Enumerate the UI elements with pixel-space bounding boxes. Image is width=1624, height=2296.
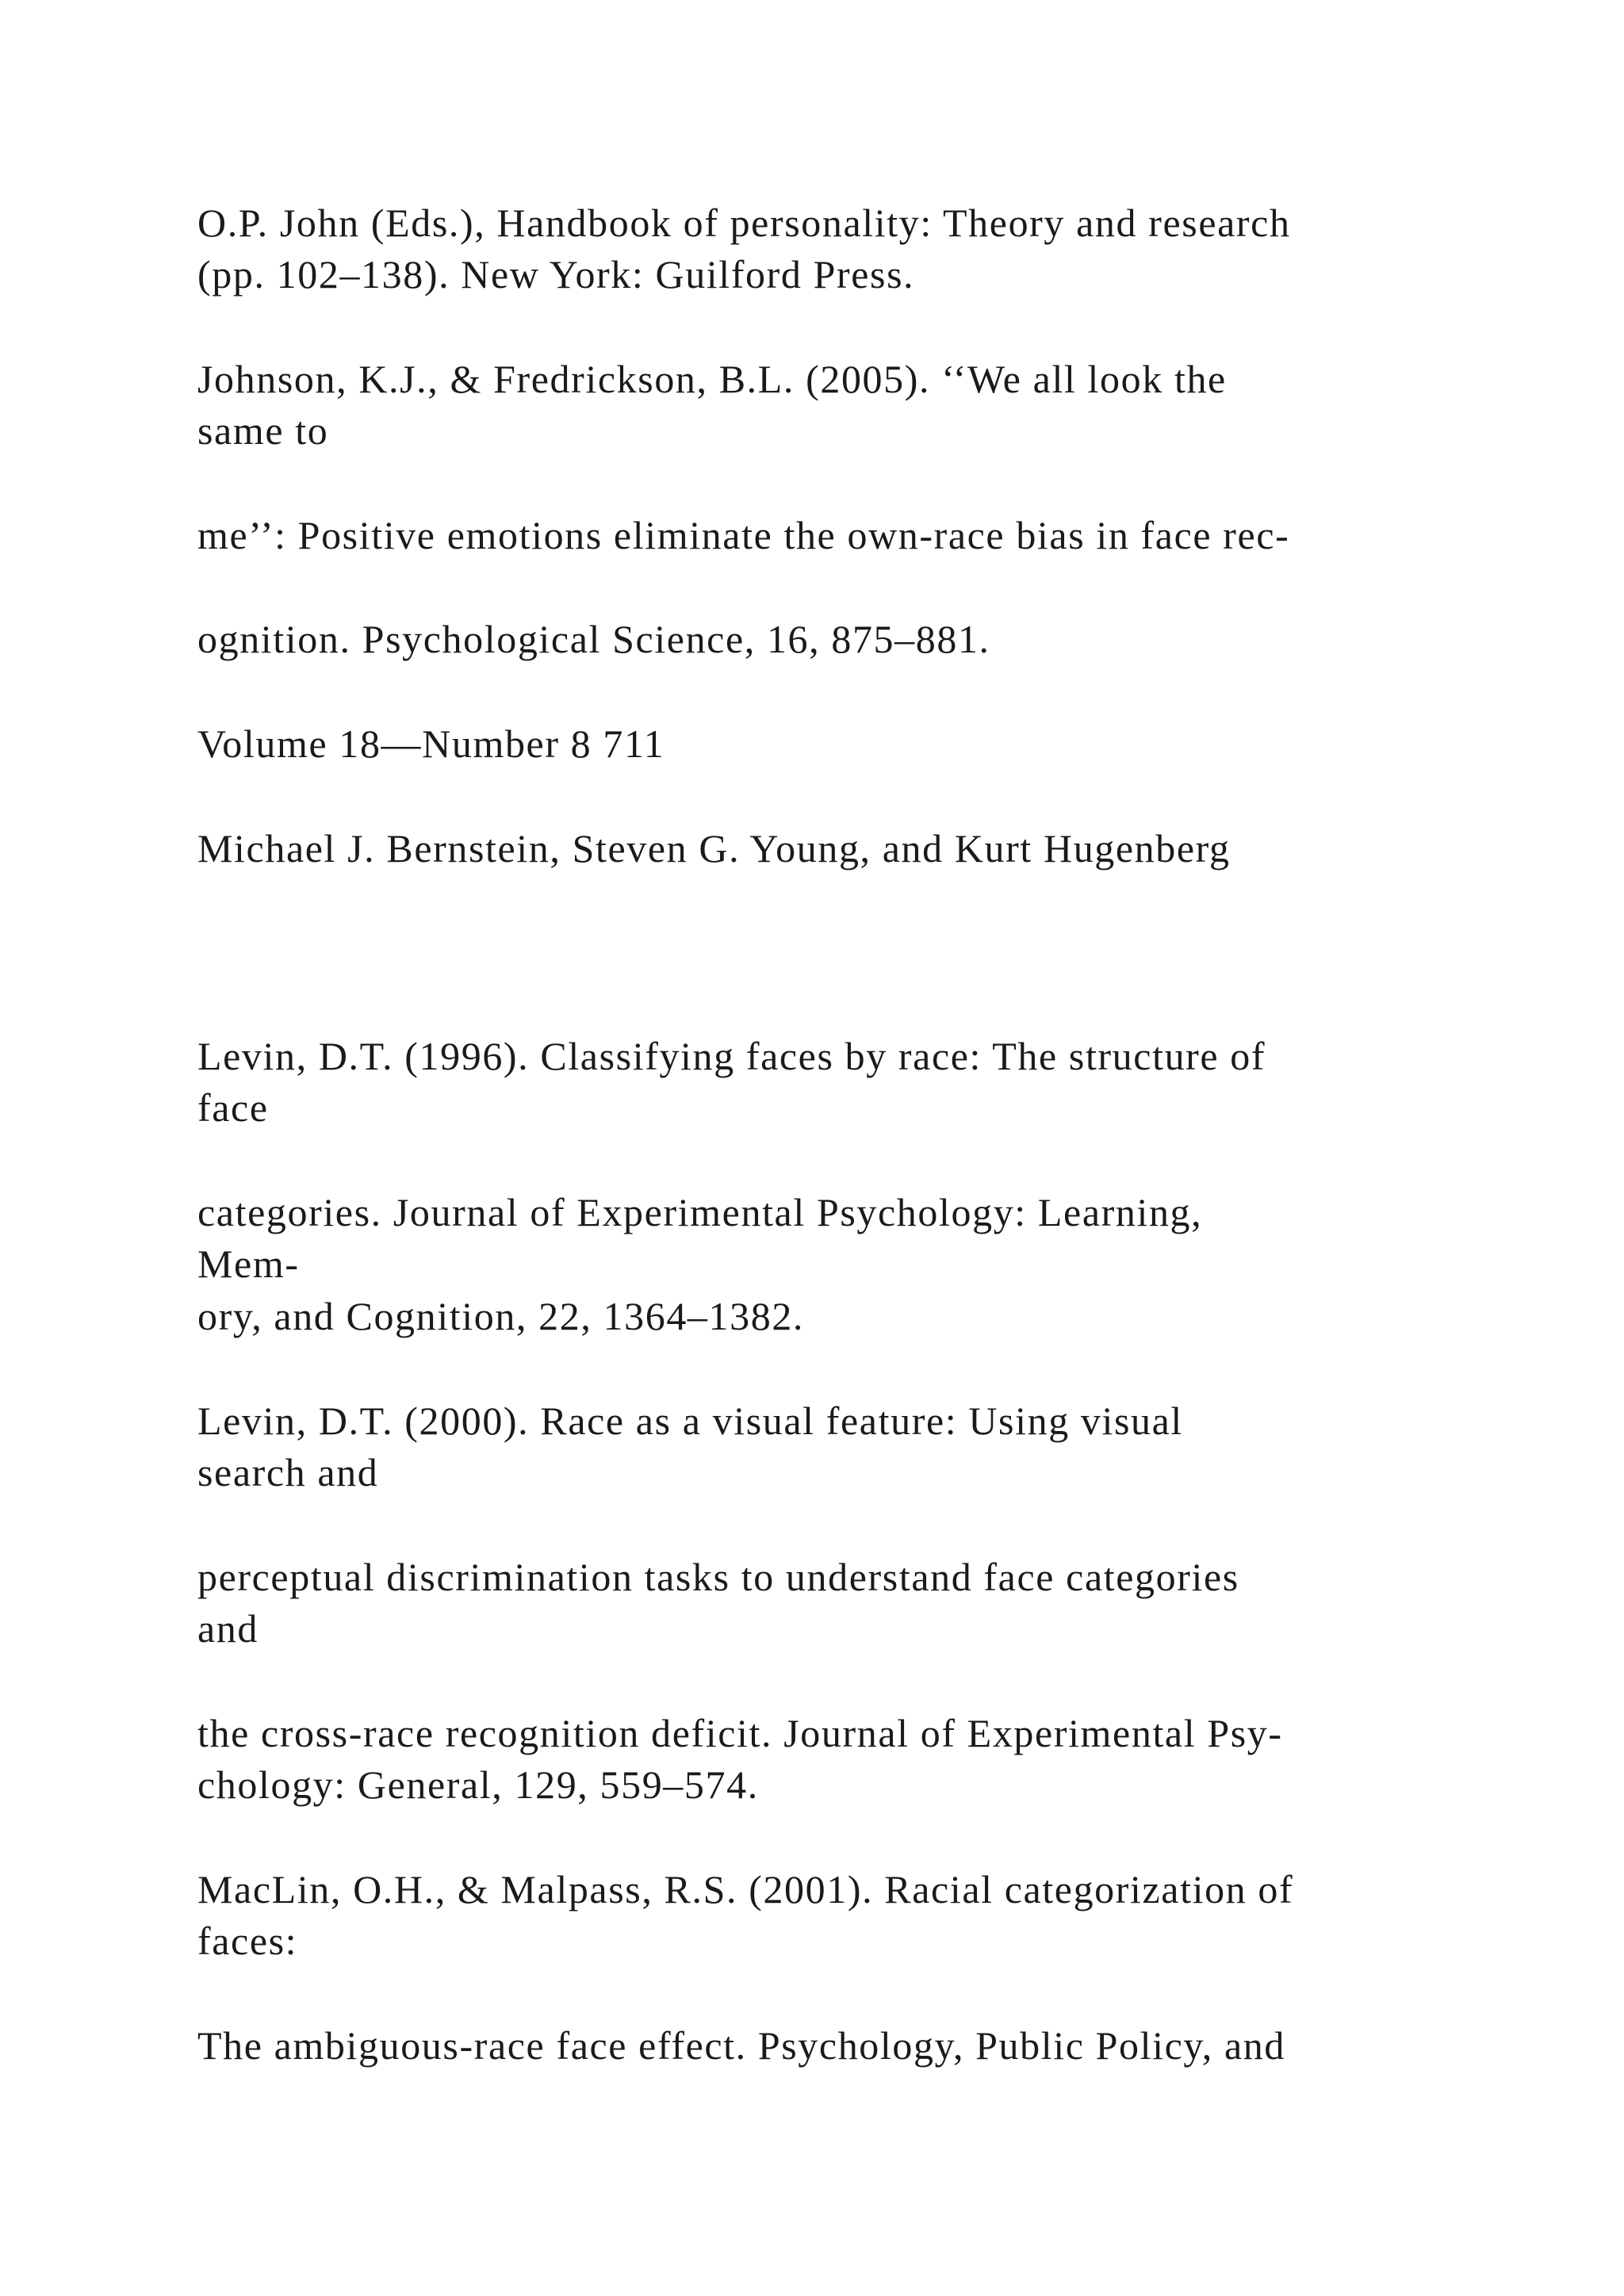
reference-line: MacLin, O.H., & Malpass, R.S. (2001). Racial categorization of xyxy=(197,1867,1294,1911)
reference-line: O.P. John (Eds.), Handbook of personality: Theory and research xyxy=(197,201,1291,245)
page-header-authors: Michael J. Bernstein, Steven G. Young, and Kurt Hugenberg xyxy=(197,826,1231,871)
reference-line: (pp. 102–138). New York: Guilford Press. xyxy=(197,252,915,297)
reference-line: Johnson, K.J., & Fredrickson, B.L. (2005). ‘‘We all look the xyxy=(197,357,1227,401)
reference-line: ory, and Cognition, 22, 1364–1382. xyxy=(197,1294,805,1338)
reference-line: and xyxy=(197,1606,259,1651)
reference-line: the cross-race recognition deficit. Journal of Experimental Psy- xyxy=(197,1711,1283,1755)
reference-line: Levin, D.T. (2000). Race as a visual feature: Using visual xyxy=(197,1399,1183,1443)
reference-line: The ambiguous-race face effect. Psychology, Public Policy, and xyxy=(197,2023,1285,2068)
reference-line: Levin, D.T. (1996). Classifying faces by race: The structure of xyxy=(197,1034,1266,1078)
reference-line: face xyxy=(197,1085,269,1130)
reference-line: ognition. Psychological Science, 16, 875–881. xyxy=(197,617,990,661)
reference-line: chology: General, 129, 559–574. xyxy=(197,1762,759,1807)
reference-line: faces: xyxy=(197,1919,298,1963)
reference-line: Mem- xyxy=(197,1242,300,1286)
reference-line: same to xyxy=(197,408,329,453)
reference-line: perceptual discrimination tasks to understand face categories xyxy=(197,1555,1239,1599)
reference-line: search and xyxy=(197,1450,379,1494)
page-footer-volume: Volume 18—Number 8 711 xyxy=(197,721,665,766)
reference-line: categories. Journal of Experimental Psychology: Learning, xyxy=(197,1190,1203,1234)
reference-line: me’’: Positive emotions eliminate the own-race bias in face rec- xyxy=(197,513,1290,557)
